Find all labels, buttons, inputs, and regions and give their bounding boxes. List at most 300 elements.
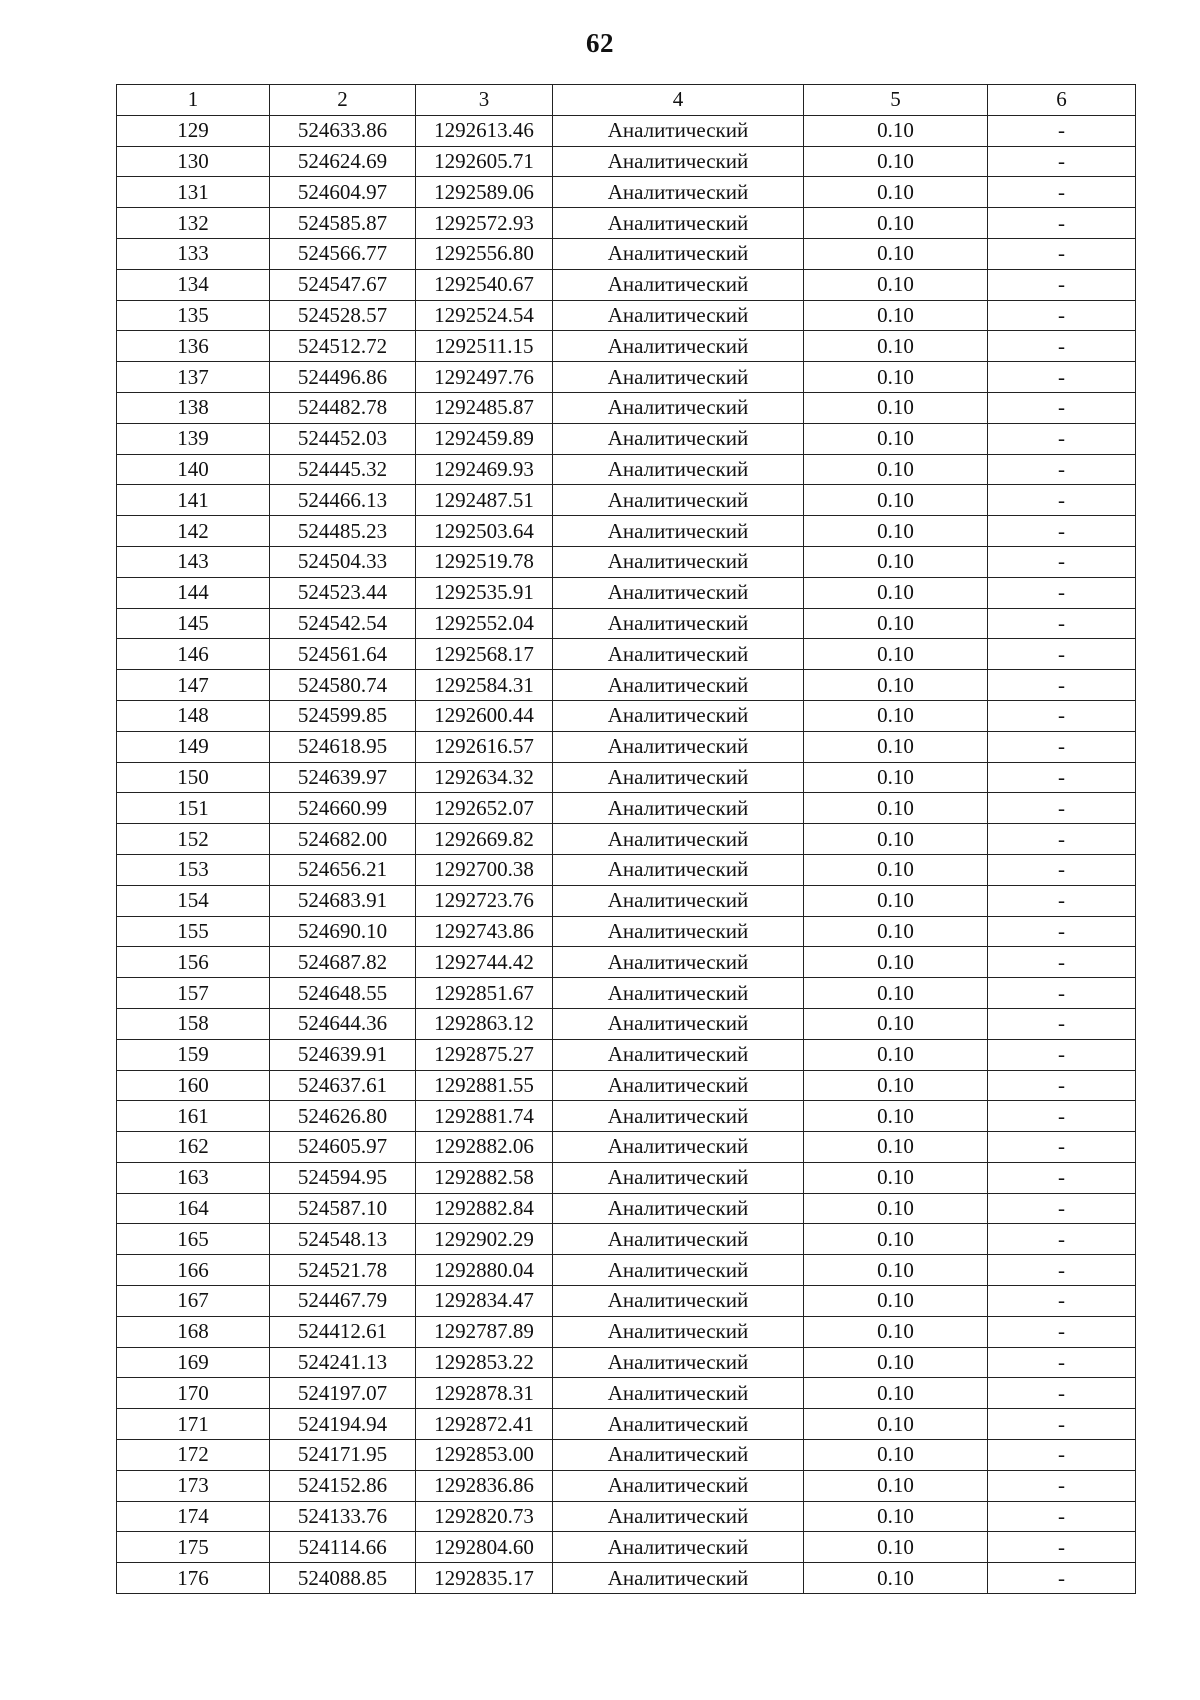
method-cell: Аналитический — [553, 700, 804, 731]
x-coordinate-cell: 524452.03 — [270, 423, 416, 454]
table-row — [117, 177, 1136, 208]
y-coordinate-cell: 1292723.76 — [416, 885, 553, 916]
table-row — [117, 238, 1136, 269]
point-number-cell: 162 — [117, 1132, 270, 1163]
method-cell: Аналитический — [553, 1193, 804, 1224]
accuracy-cell: 0.10 — [804, 146, 988, 177]
point-number-cell: 170 — [117, 1378, 270, 1409]
point-number-cell: 168 — [117, 1316, 270, 1347]
method-cell: Аналитический — [553, 824, 804, 855]
method-cell: Аналитический — [553, 1501, 804, 1532]
y-coordinate-cell: 1292835.17 — [416, 1563, 553, 1594]
x-coordinate-cell: 524133.76 — [270, 1501, 416, 1532]
table-row — [117, 608, 1136, 639]
accuracy-cell: 0.10 — [804, 577, 988, 608]
accuracy-cell: 0.10 — [804, 546, 988, 577]
x-coordinate-cell: 524660.99 — [270, 793, 416, 824]
note-cell: - — [988, 362, 1136, 393]
point-number-cell: 152 — [117, 824, 270, 855]
point-number-cell: 163 — [117, 1162, 270, 1193]
method-cell: Аналитический — [553, 485, 804, 516]
y-coordinate-cell: 1292881.55 — [416, 1070, 553, 1101]
accuracy-cell: 0.10 — [804, 1501, 988, 1532]
x-coordinate-cell: 524088.85 — [270, 1563, 416, 1594]
x-coordinate-cell: 524466.13 — [270, 485, 416, 516]
note-cell: - — [988, 1409, 1136, 1440]
accuracy-cell: 0.10 — [804, 454, 988, 485]
point-number-cell: 159 — [117, 1039, 270, 1070]
method-cell: Аналитический — [553, 639, 804, 670]
point-number-cell: 150 — [117, 762, 270, 793]
method-cell: Аналитический — [553, 1316, 804, 1347]
x-coordinate-cell: 524561.64 — [270, 639, 416, 670]
accuracy-cell: 0.10 — [804, 608, 988, 639]
note-cell: - — [988, 1132, 1136, 1163]
method-cell: Аналитический — [553, 362, 804, 393]
point-number-cell: 156 — [117, 947, 270, 978]
accuracy-cell: 0.10 — [804, 1470, 988, 1501]
note-cell: - — [988, 577, 1136, 608]
note-cell: - — [988, 731, 1136, 762]
y-coordinate-cell: 1292880.04 — [416, 1255, 553, 1286]
table-row — [117, 1224, 1136, 1255]
accuracy-cell: 0.10 — [804, 1039, 988, 1070]
point-number-cell: 143 — [117, 546, 270, 577]
y-coordinate-cell: 1292552.04 — [416, 608, 553, 639]
accuracy-cell: 0.10 — [804, 516, 988, 547]
y-coordinate-cell: 1292459.89 — [416, 423, 553, 454]
table-row — [117, 392, 1136, 423]
method-cell: Аналитический — [553, 300, 804, 331]
table-row — [117, 670, 1136, 701]
table-row — [117, 1286, 1136, 1317]
note-cell: - — [988, 639, 1136, 670]
method-cell: Аналитический — [553, 947, 804, 978]
y-coordinate-cell: 1292743.86 — [416, 916, 553, 947]
x-coordinate-cell: 524445.32 — [270, 454, 416, 485]
x-coordinate-cell: 524542.54 — [270, 608, 416, 639]
note-cell: - — [988, 947, 1136, 978]
note-cell: - — [988, 670, 1136, 701]
note-cell: - — [988, 1101, 1136, 1132]
table-row — [117, 731, 1136, 762]
point-number-cell: 137 — [117, 362, 270, 393]
y-coordinate-cell: 1292572.93 — [416, 208, 553, 239]
table-row — [117, 700, 1136, 731]
table-row — [117, 115, 1136, 146]
table-row — [117, 1101, 1136, 1132]
x-coordinate-cell: 524547.67 — [270, 269, 416, 300]
point-number-cell: 132 — [117, 208, 270, 239]
x-coordinate-cell: 524504.33 — [270, 546, 416, 577]
y-coordinate-cell: 1292669.82 — [416, 824, 553, 855]
note-cell: - — [988, 1316, 1136, 1347]
x-coordinate-cell: 524241.13 — [270, 1347, 416, 1378]
y-coordinate-cell: 1292524.54 — [416, 300, 553, 331]
table-row — [117, 454, 1136, 485]
x-coordinate-cell: 524482.78 — [270, 392, 416, 423]
table-row — [117, 1316, 1136, 1347]
point-number-cell: 165 — [117, 1224, 270, 1255]
y-coordinate-cell: 1292584.31 — [416, 670, 553, 701]
y-coordinate-cell: 1292485.87 — [416, 392, 553, 423]
method-cell: Аналитический — [553, 208, 804, 239]
x-coordinate-cell: 524644.36 — [270, 1008, 416, 1039]
x-coordinate-cell: 524604.97 — [270, 177, 416, 208]
method-cell: Аналитический — [553, 854, 804, 885]
method-cell: Аналитический — [553, 1378, 804, 1409]
note-cell: - — [988, 546, 1136, 577]
table-row — [117, 1409, 1136, 1440]
method-cell: Аналитический — [553, 978, 804, 1009]
table-row — [117, 793, 1136, 824]
y-coordinate-cell: 1292882.06 — [416, 1132, 553, 1163]
point-number-cell: 174 — [117, 1501, 270, 1532]
y-coordinate-cell: 1292605.71 — [416, 146, 553, 177]
x-coordinate-cell: 524114.66 — [270, 1532, 416, 1563]
y-coordinate-cell: 1292881.74 — [416, 1101, 553, 1132]
accuracy-cell: 0.10 — [804, 1224, 988, 1255]
note-cell: - — [988, 1563, 1136, 1594]
y-coordinate-cell: 1292875.27 — [416, 1039, 553, 1070]
note-cell: - — [988, 392, 1136, 423]
page-number: 62 — [586, 28, 614, 58]
note-cell: - — [988, 1008, 1136, 1039]
table-header — [117, 85, 1136, 116]
table-row — [117, 146, 1136, 177]
point-number-cell: 145 — [117, 608, 270, 639]
x-coordinate-cell: 524682.00 — [270, 824, 416, 855]
y-coordinate-cell: 1292540.67 — [416, 269, 553, 300]
note-cell: - — [988, 208, 1136, 239]
point-number-cell: 158 — [117, 1008, 270, 1039]
y-coordinate-cell: 1292535.91 — [416, 577, 553, 608]
method-cell: Аналитический — [553, 1347, 804, 1378]
method-cell: Аналитический — [553, 731, 804, 762]
note-cell: - — [988, 177, 1136, 208]
y-coordinate-cell: 1292863.12 — [416, 1008, 553, 1039]
point-number-cell: 140 — [117, 454, 270, 485]
x-coordinate-cell: 524580.74 — [270, 670, 416, 701]
header-cell: 3 — [416, 85, 553, 116]
point-number-cell: 176 — [117, 1563, 270, 1594]
x-coordinate-cell: 524639.97 — [270, 762, 416, 793]
accuracy-cell: 0.10 — [804, 1070, 988, 1101]
method-cell: Аналитический — [553, 1132, 804, 1163]
y-coordinate-cell: 1292804.60 — [416, 1532, 553, 1563]
x-coordinate-cell: 524496.86 — [270, 362, 416, 393]
accuracy-cell: 0.10 — [804, 854, 988, 885]
note-cell: - — [988, 1039, 1136, 1070]
y-coordinate-cell: 1292511.15 — [416, 331, 553, 362]
table-row — [117, 1039, 1136, 1070]
table-row — [117, 1563, 1136, 1594]
y-coordinate-cell: 1292556.80 — [416, 238, 553, 269]
accuracy-cell: 0.10 — [804, 1347, 988, 1378]
accuracy-cell: 0.10 — [804, 331, 988, 362]
table-row — [117, 1070, 1136, 1101]
header-cell: 1 — [117, 85, 270, 116]
note-cell: - — [988, 1440, 1136, 1471]
method-cell: Аналитический — [553, 1470, 804, 1501]
method-cell: Аналитический — [553, 916, 804, 947]
method-cell: Аналитический — [553, 1286, 804, 1317]
y-coordinate-cell: 1292589.06 — [416, 177, 553, 208]
method-cell: Аналитический — [553, 762, 804, 793]
x-coordinate-cell: 524624.69 — [270, 146, 416, 177]
x-coordinate-cell: 524412.61 — [270, 1316, 416, 1347]
method-cell: Аналитический — [553, 392, 804, 423]
x-coordinate-cell: 524683.91 — [270, 885, 416, 916]
y-coordinate-cell: 1292700.38 — [416, 854, 553, 885]
method-cell: Аналитический — [553, 1101, 804, 1132]
note-cell: - — [988, 146, 1136, 177]
y-coordinate-cell: 1292519.78 — [416, 546, 553, 577]
accuracy-cell: 0.10 — [804, 177, 988, 208]
point-number-cell: 135 — [117, 300, 270, 331]
x-coordinate-cell: 524528.57 — [270, 300, 416, 331]
note-cell: - — [988, 485, 1136, 516]
point-number-cell: 144 — [117, 577, 270, 608]
x-coordinate-cell: 524605.97 — [270, 1132, 416, 1163]
table-row — [117, 978, 1136, 1009]
point-number-cell: 146 — [117, 639, 270, 670]
table-row — [117, 824, 1136, 855]
y-coordinate-cell: 1292613.46 — [416, 115, 553, 146]
accuracy-cell: 0.10 — [804, 947, 988, 978]
method-cell: Аналитический — [553, 546, 804, 577]
note-cell: - — [988, 916, 1136, 947]
accuracy-cell: 0.10 — [804, 1008, 988, 1039]
x-coordinate-cell: 524594.95 — [270, 1162, 416, 1193]
accuracy-cell: 0.10 — [804, 238, 988, 269]
y-coordinate-cell: 1292497.76 — [416, 362, 553, 393]
accuracy-cell: 0.10 — [804, 1316, 988, 1347]
accuracy-cell: 0.10 — [804, 362, 988, 393]
accuracy-cell: 0.10 — [804, 1255, 988, 1286]
table-row — [117, 1255, 1136, 1286]
method-cell: Аналитический — [553, 885, 804, 916]
table-row — [117, 1162, 1136, 1193]
point-number-cell: 149 — [117, 731, 270, 762]
x-coordinate-cell: 524512.72 — [270, 331, 416, 362]
table-body — [117, 115, 1136, 1593]
note-cell: - — [988, 978, 1136, 1009]
note-cell: - — [988, 1255, 1136, 1286]
note-cell: - — [988, 300, 1136, 331]
note-cell: - — [988, 1193, 1136, 1224]
note-cell: - — [988, 238, 1136, 269]
x-coordinate-cell: 524648.55 — [270, 978, 416, 1009]
y-coordinate-cell: 1292882.58 — [416, 1162, 553, 1193]
method-cell: Аналитический — [553, 423, 804, 454]
accuracy-cell: 0.10 — [804, 1378, 988, 1409]
table-row — [117, 1132, 1136, 1163]
x-coordinate-cell: 524194.94 — [270, 1409, 416, 1440]
table-row — [117, 762, 1136, 793]
accuracy-cell: 0.10 — [804, 392, 988, 423]
x-coordinate-cell: 524687.82 — [270, 947, 416, 978]
y-coordinate-cell: 1292634.32 — [416, 762, 553, 793]
point-number-cell: 166 — [117, 1255, 270, 1286]
point-number-cell: 153 — [117, 854, 270, 885]
accuracy-cell: 0.10 — [804, 208, 988, 239]
method-cell: Аналитический — [553, 1224, 804, 1255]
y-coordinate-cell: 1292834.47 — [416, 1286, 553, 1317]
table-row — [117, 885, 1136, 916]
point-number-cell: 167 — [117, 1286, 270, 1317]
point-number-cell: 131 — [117, 177, 270, 208]
table-row — [117, 1532, 1136, 1563]
note-cell: - — [988, 269, 1136, 300]
note-cell: - — [988, 885, 1136, 916]
y-coordinate-cell: 1292787.89 — [416, 1316, 553, 1347]
note-cell: - — [988, 516, 1136, 547]
table-row — [117, 269, 1136, 300]
note-cell: - — [988, 1286, 1136, 1317]
accuracy-cell: 0.10 — [804, 885, 988, 916]
header-cell: 6 — [988, 85, 1136, 116]
point-number-cell: 172 — [117, 1440, 270, 1471]
table-row — [117, 1347, 1136, 1378]
table-row — [117, 854, 1136, 885]
table-row — [117, 1008, 1136, 1039]
accuracy-cell: 0.10 — [804, 639, 988, 670]
x-coordinate-cell: 524152.86 — [270, 1470, 416, 1501]
note-cell: - — [988, 1347, 1136, 1378]
x-coordinate-cell: 524585.87 — [270, 208, 416, 239]
note-cell: - — [988, 700, 1136, 731]
point-number-cell: 133 — [117, 238, 270, 269]
table-row — [117, 1193, 1136, 1224]
method-cell: Аналитический — [553, 1532, 804, 1563]
y-coordinate-cell: 1292853.22 — [416, 1347, 553, 1378]
method-cell: Аналитический — [553, 177, 804, 208]
point-number-cell: 161 — [117, 1101, 270, 1132]
y-coordinate-cell: 1292902.29 — [416, 1224, 553, 1255]
point-number-cell: 129 — [117, 115, 270, 146]
point-number-cell: 142 — [117, 516, 270, 547]
accuracy-cell: 0.10 — [804, 423, 988, 454]
point-number-cell: 151 — [117, 793, 270, 824]
accuracy-cell: 0.10 — [804, 115, 988, 146]
x-coordinate-cell: 524197.07 — [270, 1378, 416, 1409]
accuracy-cell: 0.10 — [804, 1532, 988, 1563]
method-cell: Аналитический — [553, 1255, 804, 1286]
table-row — [117, 947, 1136, 978]
y-coordinate-cell: 1292744.42 — [416, 947, 553, 978]
note-cell: - — [988, 1501, 1136, 1532]
x-coordinate-cell: 524548.13 — [270, 1224, 416, 1255]
y-coordinate-cell: 1292487.51 — [416, 485, 553, 516]
note-cell: - — [988, 1224, 1136, 1255]
header-cell: 5 — [804, 85, 988, 116]
header-cell: 2 — [270, 85, 416, 116]
table-row — [117, 546, 1136, 577]
table-row — [117, 577, 1136, 608]
point-number-cell: 138 — [117, 392, 270, 423]
method-cell: Аналитический — [553, 454, 804, 485]
accuracy-cell: 0.10 — [804, 1101, 988, 1132]
x-coordinate-cell: 524639.91 — [270, 1039, 416, 1070]
coordinates-table — [116, 84, 1136, 1594]
point-number-cell: 157 — [117, 978, 270, 1009]
accuracy-cell: 0.10 — [804, 1563, 988, 1594]
point-number-cell: 134 — [117, 269, 270, 300]
note-cell: - — [988, 423, 1136, 454]
x-coordinate-cell: 524521.78 — [270, 1255, 416, 1286]
table-row — [117, 300, 1136, 331]
note-cell: - — [988, 115, 1136, 146]
x-coordinate-cell: 524467.79 — [270, 1286, 416, 1317]
y-coordinate-cell: 1292616.57 — [416, 731, 553, 762]
method-cell: Аналитический — [553, 1162, 804, 1193]
y-coordinate-cell: 1292600.44 — [416, 700, 553, 731]
method-cell: Аналитический — [553, 238, 804, 269]
header-row — [117, 85, 1136, 116]
header-cell: 4 — [553, 85, 804, 116]
note-cell: - — [988, 793, 1136, 824]
note-cell: - — [988, 608, 1136, 639]
point-number-cell: 164 — [117, 1193, 270, 1224]
x-coordinate-cell: 524171.95 — [270, 1440, 416, 1471]
method-cell: Аналитический — [553, 670, 804, 701]
point-number-cell: 130 — [117, 146, 270, 177]
x-coordinate-cell: 524656.21 — [270, 854, 416, 885]
note-cell: - — [988, 824, 1136, 855]
accuracy-cell: 0.10 — [804, 700, 988, 731]
accuracy-cell: 0.10 — [804, 824, 988, 855]
x-coordinate-cell: 524626.80 — [270, 1101, 416, 1132]
method-cell: Аналитический — [553, 269, 804, 300]
point-number-cell: 154 — [117, 885, 270, 916]
table-row — [117, 208, 1136, 239]
table-row — [117, 362, 1136, 393]
point-number-cell: 160 — [117, 1070, 270, 1101]
y-coordinate-cell: 1292652.07 — [416, 793, 553, 824]
x-coordinate-cell: 524599.85 — [270, 700, 416, 731]
method-cell: Аналитический — [553, 1070, 804, 1101]
x-coordinate-cell: 524690.10 — [270, 916, 416, 947]
y-coordinate-cell: 1292853.00 — [416, 1440, 553, 1471]
method-cell: Аналитический — [553, 115, 804, 146]
note-cell: - — [988, 762, 1136, 793]
y-coordinate-cell: 1292503.64 — [416, 516, 553, 547]
accuracy-cell: 0.10 — [804, 731, 988, 762]
point-number-cell: 148 — [117, 700, 270, 731]
table-row — [117, 1440, 1136, 1471]
accuracy-cell: 0.10 — [804, 1286, 988, 1317]
method-cell: Аналитический — [553, 577, 804, 608]
table-row — [117, 1501, 1136, 1532]
note-cell: - — [988, 331, 1136, 362]
method-cell: Аналитический — [553, 793, 804, 824]
method-cell: Аналитический — [553, 1409, 804, 1440]
point-number-cell: 147 — [117, 670, 270, 701]
y-coordinate-cell: 1292882.84 — [416, 1193, 553, 1224]
x-coordinate-cell: 524637.61 — [270, 1070, 416, 1101]
accuracy-cell: 0.10 — [804, 485, 988, 516]
method-cell: Аналитический — [553, 146, 804, 177]
point-number-cell: 173 — [117, 1470, 270, 1501]
x-coordinate-cell: 524587.10 — [270, 1193, 416, 1224]
method-cell: Аналитический — [553, 1008, 804, 1039]
accuracy-cell: 0.10 — [804, 793, 988, 824]
accuracy-cell: 0.10 — [804, 1193, 988, 1224]
table-row — [117, 423, 1136, 454]
note-cell: - — [988, 1470, 1136, 1501]
method-cell: Аналитический — [553, 516, 804, 547]
